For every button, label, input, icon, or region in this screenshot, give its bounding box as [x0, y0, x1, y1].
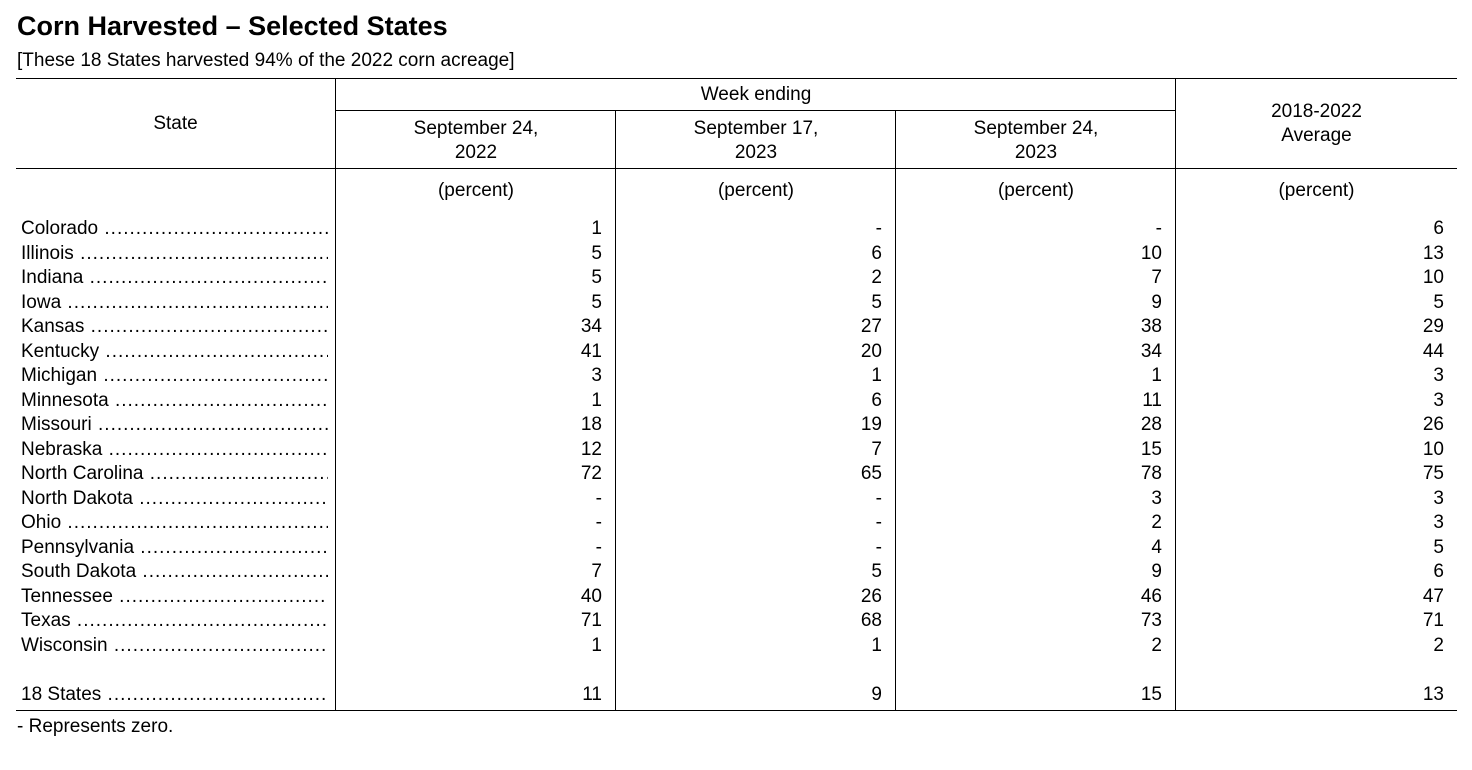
value-average: 6	[1433, 561, 1444, 582]
value-2022: 1	[591, 218, 602, 239]
value-2022: 5	[591, 291, 602, 313]
value-average: 13	[1422, 242, 1444, 264]
table-row	[0, 634, 1472, 658]
value-sep17-2023: 20	[860, 340, 882, 362]
value-2022: -	[595, 512, 602, 533]
table-row	[0, 315, 1472, 339]
value-average: 2	[1433, 634, 1444, 656]
state-name: North Carolina .....	[21, 462, 328, 486]
value-sep24-2023: 38	[1140, 316, 1162, 337]
value-sep24-2023: -	[1155, 218, 1162, 239]
state-name: Missouri .....	[21, 413, 328, 437]
col4-header-line2: Average	[1281, 125, 1352, 146]
value-sep17-2023: 27	[860, 316, 882, 337]
value-sep24-2023: 7	[1151, 267, 1162, 288]
state-name: Kansas .....	[21, 315, 328, 339]
state-name: Kentucky .....	[21, 340, 328, 364]
value-average: 3	[1433, 389, 1444, 411]
table-bottom-rule	[16, 710, 1457, 711]
col3-unit: (percent)	[997, 180, 1075, 201]
value-sep24-2023: 1	[1151, 365, 1162, 386]
total-sep17-2023: 9	[871, 683, 882, 705]
col2-header-line1: September 17,	[693, 118, 819, 139]
value-sep24-2023: 9	[1151, 291, 1162, 313]
value-average: 10	[1422, 267, 1444, 288]
page-subtitle: [These 18 States harvested 94% of the 2022 corn acreage]	[17, 50, 515, 71]
value-sep24-2023: 46	[1140, 585, 1162, 607]
value-average: 3	[1433, 512, 1444, 533]
value-2022: 40	[580, 585, 602, 607]
state-name: North Dakota .....	[21, 487, 328, 511]
value-sep24-2023: 15	[1140, 438, 1162, 460]
state-name: Colorado .....	[21, 217, 328, 241]
value-2022: 3	[591, 365, 602, 386]
table-row	[0, 585, 1472, 609]
state-name: Ohio .....	[21, 511, 328, 535]
value-sep24-2023: 28	[1140, 414, 1162, 435]
header-bottom-rule	[16, 168, 1457, 169]
table-row	[0, 536, 1472, 560]
value-average: 3	[1433, 487, 1444, 509]
value-average: 71	[1422, 610, 1444, 631]
col2-header-line2: 2023	[734, 142, 778, 163]
state-name: Tennessee .....	[21, 585, 328, 609]
value-sep17-2023: 6	[871, 242, 882, 264]
value-sep17-2023: 1	[871, 365, 882, 386]
value-average: 26	[1422, 414, 1444, 435]
footnote: - Represents zero.	[17, 716, 174, 737]
total-sep24-2023: 15	[1140, 683, 1162, 705]
value-2022: 34	[580, 316, 602, 337]
table-row	[0, 609, 1472, 633]
value-average: 5	[1433, 536, 1444, 558]
value-average: 6	[1433, 218, 1444, 239]
table-row	[0, 413, 1472, 437]
state-name: Michigan .....	[21, 364, 328, 388]
value-sep17-2023: -	[875, 218, 882, 239]
col3-header-line2: 2023	[1014, 142, 1058, 163]
table-row	[0, 487, 1472, 511]
state-header: State	[153, 113, 198, 134]
table-row	[0, 438, 1472, 462]
value-sep17-2023: 5	[871, 561, 882, 582]
value-2022: 12	[580, 438, 602, 460]
value-2022: 5	[591, 242, 602, 264]
table-row	[0, 389, 1472, 413]
state-name: Nebraska .....	[21, 438, 328, 462]
value-sep17-2023: 1	[871, 634, 882, 656]
col1-header	[336, 117, 616, 165]
value-sep24-2023: 4	[1151, 536, 1162, 558]
value-sep17-2023: -	[875, 536, 882, 558]
value-2022: 72	[580, 463, 602, 484]
value-average: 5	[1433, 291, 1444, 313]
col3-header	[896, 117, 1176, 165]
col4-header	[1176, 100, 1457, 148]
col4-header-line1: 2018-2022	[1271, 101, 1362, 122]
value-sep17-2023: 65	[860, 463, 882, 484]
value-2022: 18	[580, 414, 602, 435]
value-2022: -	[595, 487, 602, 509]
value-sep17-2023: 6	[871, 389, 882, 411]
value-2022: 1	[591, 389, 602, 411]
value-sep17-2023: 5	[871, 291, 882, 313]
state-name: Pennsylvania .....	[21, 536, 328, 560]
col2-unit: (percent)	[717, 180, 795, 201]
table-row	[0, 560, 1472, 584]
state-name: Minnesota .....	[21, 389, 328, 413]
state-name: Illinois .....	[21, 242, 328, 266]
value-sep17-2023: -	[875, 512, 882, 533]
value-average: 3	[1433, 365, 1444, 386]
col1-header-line2: 2022	[454, 142, 498, 163]
value-2022: 1	[591, 634, 602, 656]
value-2022: 5	[591, 267, 602, 288]
value-sep24-2023: 73	[1140, 610, 1162, 631]
total-label: 18 States .....	[21, 683, 328, 707]
state-name: Indiana .....	[21, 266, 328, 290]
table-row	[0, 242, 1472, 266]
value-sep24-2023: 34	[1140, 340, 1162, 362]
value-sep17-2023: 2	[871, 267, 882, 288]
value-2022: 7	[591, 561, 602, 582]
value-2022: 41	[580, 340, 602, 362]
value-2022: -	[595, 536, 602, 558]
value-sep24-2023: 9	[1151, 561, 1162, 582]
state-name: Iowa .....	[21, 291, 328, 315]
col4-unit: (percent)	[1278, 180, 1355, 201]
total-average: 13	[1422, 683, 1444, 705]
table-row	[0, 340, 1472, 364]
value-sep24-2023: 2	[1151, 512, 1162, 533]
col1-unit: (percent)	[437, 180, 515, 201]
total-2022: 11	[582, 683, 602, 705]
table-row	[0, 217, 1472, 241]
value-average: 75	[1422, 463, 1444, 484]
table-row	[0, 462, 1472, 486]
table-row	[0, 266, 1472, 290]
value-average: 44	[1422, 340, 1444, 362]
value-average: 29	[1422, 316, 1444, 337]
value-sep17-2023: 68	[860, 610, 882, 631]
state-name: South Dakota .....	[21, 560, 328, 584]
value-sep17-2023: -	[875, 487, 882, 509]
value-sep17-2023: 7	[871, 438, 882, 460]
value-sep24-2023: 2	[1151, 634, 1162, 656]
value-2022: 71	[580, 610, 602, 631]
week-ending-header: Week ending	[700, 84, 812, 105]
value-average: 10	[1422, 438, 1444, 460]
total-row	[0, 683, 1472, 707]
state-name: Texas .....	[21, 609, 328, 633]
value-sep24-2023: 78	[1140, 463, 1162, 484]
table-row	[0, 511, 1472, 535]
value-sep24-2023: 10	[1140, 242, 1162, 264]
value-average: 47	[1422, 585, 1444, 607]
value-sep24-2023: 11	[1142, 389, 1162, 411]
table-row	[0, 364, 1472, 388]
table-row	[0, 291, 1472, 315]
value-sep17-2023: 19	[860, 414, 882, 435]
page-title: Corn Harvested – Selected States	[17, 11, 448, 41]
col3-header-line1: September 24,	[973, 118, 1099, 139]
col2-header	[616, 117, 896, 165]
table-top-rule	[16, 78, 1457, 79]
value-sep17-2023: 26	[860, 585, 882, 607]
week-ending-rule	[336, 110, 1176, 111]
col1-header-line1: September 24,	[413, 118, 539, 139]
state-name: Wisconsin .....	[21, 634, 328, 658]
value-sep24-2023: 3	[1151, 487, 1162, 509]
